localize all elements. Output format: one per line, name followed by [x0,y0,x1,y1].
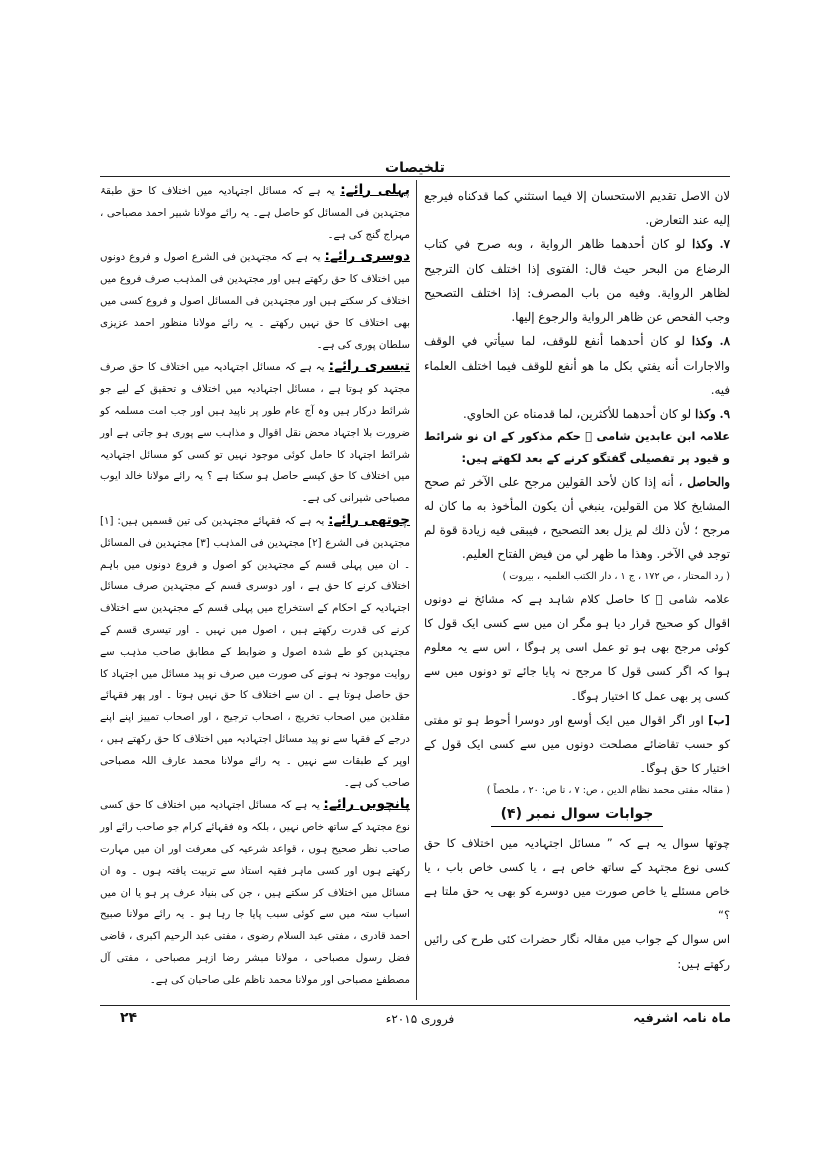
section-title [424,803,730,827]
opinion-body: یہ ہے کہ مسائل اجتہادیہ میں اختلاف کا حق صرف مجتہد کو ہوتا ہے ، مسائل اجتہادیہ میں اختلاف و تحقیق کے لیے جو شرائط درکار ہیں وہ آج عام طور پر ناپید ہیں اور جب امت مسلمہ کو ضرورت بلا اجتہاد محض نقل اقوال و مذاہب سے پوری ہو جاتی ہے اور شرائط اجتہاد کا حامل کوئی موجود نہیں تو کسی کو مسائل اجتہادیہ میں اختلاف کا حق کیسے حاصل ہو سکتا ہے ؟ یہ رائے مولانا خالد ایوب مصباحی شیرانی کی ہے۔ [100,361,410,505]
item-head: وكذا [691,334,713,349]
arabic-intro: لان الاصل تقديم الاستحسان إلا فيما استثني كما قدكناه فيرجع إليه عند التعارض. [424,189,730,228]
arabic-item-8 [424,329,730,402]
item-number: ٨. [719,334,730,349]
urdu-summary: علامہ شامی ﷫ کا حاصل کلام شاہد ہے کہ مشائخ نے دونوں اقوال کو صحیح قرار دیا ہو مگر ان میں سے کسی ایک قول کا کوئی مرجح بھی ہو تو عمل اسی پر ہوگا ، اس سے یہ معلوم ہوا کہ اگر کسی قول کا مرجح نہ پایا جائے تو دونوں میں سے کسی پر بھی عمل کا اختیار ہوگا۔ [424,591,730,703]
arabic-conclusion [424,470,730,567]
opinion-heading: تیسری رائے: [328,358,410,375]
issue-date: فروری ۲۰۱۵ء [385,1012,455,1026]
opinion-heading: چوتھی رائے: [328,511,411,528]
opinion-1 [100,180,410,246]
magazine-name: ماہ نامہ اشرفیہ [633,1010,731,1025]
item-head: وكذا [692,237,713,252]
footer-rule [100,1005,730,1006]
left-column [100,180,410,991]
header-rule [100,176,730,177]
question-text: چوتھا سوال یہ ہے کہ ” مسائل اجتہادیہ میں اختلاف کا حق کسی نوع مجتہد کے ساتھ خاص ہے ، یا کسی خاص باب ، یا خاص مسئلے یا خاص صورت میں دوسرے کو بھی یہ حق ملتا ہے ؟“ [424,835,730,923]
right-column [424,184,730,976]
opinion-4 [100,510,410,794]
reference-1: ( رد المحتار ، ص ۱۷۲ ، ج ۱ ، دار الکتب العلمیہ ، بیروت ) [502,570,730,582]
point-b-body: اور اگر اقوال میں ایک أوسع اور دوسرا أحوط ہو تو مفتی کو حسب تقاضائے مصلحت دونوں میں سے کسی ایک قول کے اختیار کا حق ہوگا۔ [424,712,730,776]
opinion-body: یہ ہے کہ فقہائے مجتہدین کی تین قسمیں ہیں: [۱] مجتہدین فی الشرع [۲] مجتہدین فی المذہب [۳] مجتہدین فی المسائل ۔ ان میں پہلی قسم کے مجتہدین کو اصول و فروع دونوں میں باہم اختلاف کرنے کا حق ہے ، اور دوسری قسم کے مجتہدین صرف مسائل اجتہادیہ کے احکام کے استخراج میں پہلی قسم کے مجتہدین سے اختلاف کرنے کی قدرت رکھتے ہیں ، اصول میں نہیں ۔ اور تیسری قسم کے مجتہدین کو طے شدہ اصول و ضوابط کے مطابق صاحب مذہب سے روایت موجود نہ ہونے کی صورت میں صرف نو پید مسائل میں اجتہاد کا حق حاصل ہوتا ہے ۔ ان سے اختلاف کا حق نہیں ہوتا ۔ اور پھر فقہائے مقلدین میں اصحاب تخریج ، اصحاب ترجیح ، اور اصحاب تمییز اپنے اپنے درجے کے فقہا سے نو پید مسائل اجتہادیہ میں اختلاف کا حق رکھتے ہیں ، اوپر کے طبقات سے نہیں ۔ یہ رائے مولانا محمد عارف اللہ مصباحی صاحب کی ہے۔ [100,514,410,789]
item-body: لو كان أحدهما للأكثرين، لما قدمناه عن الحاوي. [462,407,692,422]
item-head: وكذا [694,407,716,422]
point-b [424,708,730,781]
point-b-label: [ب] [708,712,730,727]
arabic-item-7 [424,232,730,329]
opinion-heading: دوسری رائے: [324,248,410,265]
column-divider [416,180,417,1000]
conclusion-body: ، أنه إذا كان لأحد القولين مرجح على الآخر ثم صحح المشايخ كلا من القولين، ينبغي أن يكون المأخوذ به ما كان له مرجح ؛ لأن ذلك لم يزل بعد التصحيح ، فيبقى فيه زيادة قوة لم توجد في الآخر. وهذا ما ظهر لي من فيض الفتاح العليم. [424,474,730,562]
page-number: ۲۴ [120,1010,138,1026]
item-body: لو كان أحدهما أنفع للوقف، لما سيأتي في الوقف والاجارات أنه يفتي بكل ما هو أنفع للوقف فيما اختلف العلماء فيه. [424,334,730,397]
arabic-item-9 [424,402,730,426]
opinion-body: یہ ہے کہ مسائل اجتہادیہ میں اختلاف کا حق کسی نوع مجتہد کے ساتھ خاص نہیں ، بلکہ وہ فقہائے کرام جو صاحب رائے اور صاحب نظر صحیح ہوں ، قواعد شرعیہ کی معرفت اور ان میں مہارت رکھتے ہوں اور کسی ماہر فقیہ استاذ سے تربیت یافتہ ہوں ۔ وہ ان مسائل میں اختلاف کر سکتے ہیں ، جن کی بنیاد عرف پر ہو یا ان میں اسباب ستہ میں سے کوئی سبب پایا جا رہا ہو ۔ یہ رائے مولانا صبیح احمد قادری ، مفتی عبد السلام رضوی ، مفتی عبد الرحیم اکبری ، قاضی فضل رسول مصباحی ، مولانا مبشر رضا ازہر مصباحی ، مفتی آل مصطفےٰ مصباحی اور مولانا محمد ناظم علی صاحبان کی ہے۔ [100,799,410,986]
page-header-title: تلخیصات [385,160,445,176]
opinion-3 [100,356,410,510]
reference-2: ( مقالہ مفتی محمد نظام الدین ، ص: ۷ ، تا ص: ۲۰ ، ملخصاً ) [486,784,730,796]
urdu-note: علامہ ابن عابدین شامی ﷫ حکم مذکور کے ان نو شرائط و قیود پر تفصیلی گفتگو کرنے کے بعد لکھتے ہیں: [424,429,730,466]
opinion-2 [100,246,410,356]
item-body: لو كان أحدهما ظاهر الرواية ، وبه صرح في كتاب الرضاع من البحر حيث قال: الفتوى إذا اختلف كان الترجيح لظاهر الرواية. وفيه من باب المصرف: إذا اختلف التصحيح وجب الفحص عن ظاهر الرواية والرجوع إليها. [424,237,730,325]
item-number: ٩. [719,407,730,422]
opinion-heading: پہلی رائے: [340,182,411,198]
opinion-body: یہ ہے کہ مجتہدین فی الشرع اصول و فروع دونوں میں اختلاف کا حق رکھتے ہیں اور مجتہدین فی المذہب صرف فروع میں اختلاف کر سکتے ہیں اور مجتہدین فی المسائل اصول و فروع کسی میں بھی اختلاف کا حق نہیں رکھتے ۔ یہ رائے مولانا منظور احمد عزیزی سلطان پوری کی ہے۔ [100,251,410,351]
item-number: ٧. [719,237,730,252]
answer-intro: اس سوال کے جواب میں مقالہ نگار حضرات کئی طرح کی رائیں رکھتے ہیں: [424,932,730,971]
opinion-body: یہ ہے کہ مسائل اجتہادیہ میں اختلاف کا حق طبقۂ مجتہدین فی المسائل کو حاصل ہے۔ یہ رائے مولانا شبیر احمد مصباحی ، مہراج گنج کی ہے۔ [100,185,410,241]
conclusion-head: والحاصل [687,474,730,489]
opinion-5 [100,794,410,991]
opinion-heading: پانچویں رائے: [323,796,410,813]
section-title-text: جوابات سوال نمبر (۴) [491,803,664,827]
